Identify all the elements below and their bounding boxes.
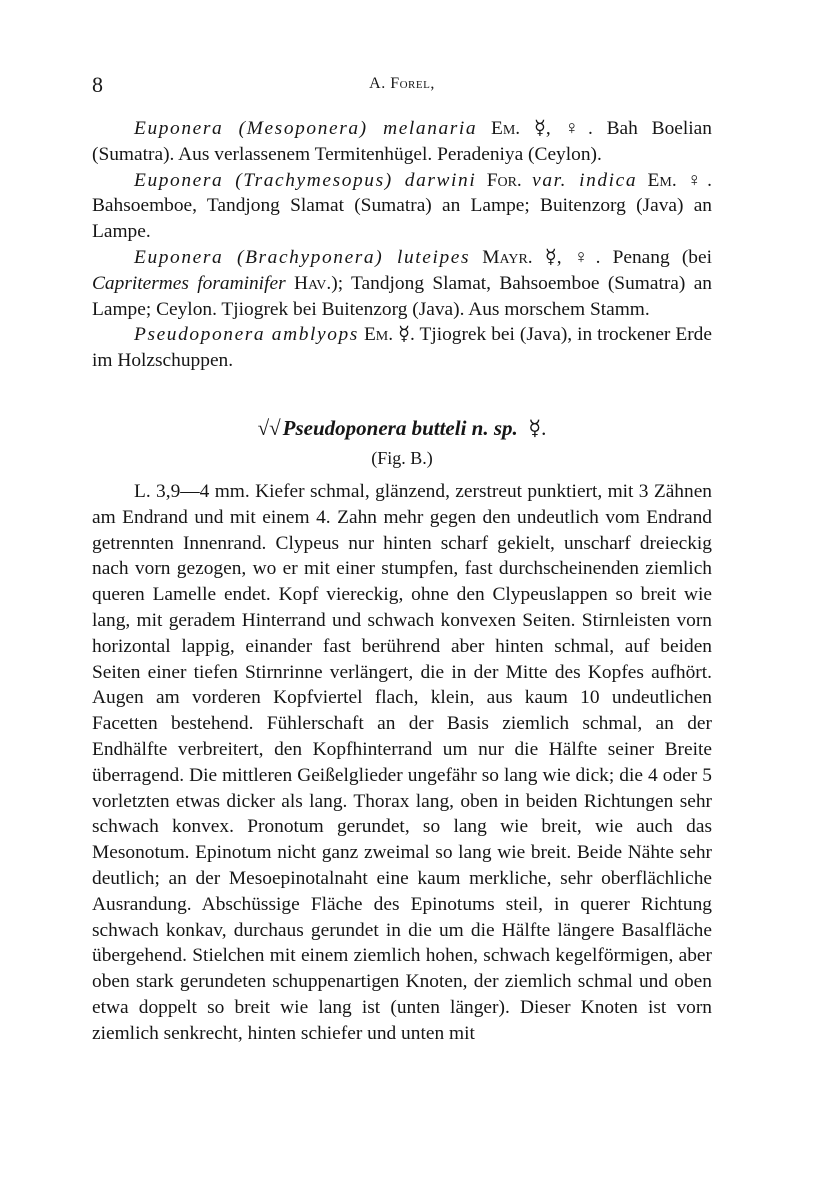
species-entry [92, 245, 712, 322]
species-name: Euponera (Brachyponera) luteipes [134, 246, 471, 268]
entry-text: Penang (bei [612, 246, 712, 268]
entry-text: Bahsoemboe, Tandjong Slamat (Sumatra) an Lampe; Buitenzorg (Java) an Lampe. [92, 195, 712, 243]
page-number: 8 [92, 72, 103, 97]
species-authority: Em. [491, 118, 521, 139]
species-entry [92, 322, 712, 374]
figure-reference: (Fig. B.) [371, 447, 433, 468]
caste-symbols: ☿, ♀. [533, 118, 593, 139]
species-name: Pseudoponera amblyops [134, 324, 359, 346]
species-entry [92, 116, 712, 168]
handwritten-check-mark: √√ [257, 415, 281, 440]
entry-text: Tjiogrek bei (Java), in trockener Erde im Holzschuppen. [92, 324, 712, 372]
entry-text: Bah Boelian (Sumatra). Aus verlassenem Termitenhügel. Peradeniya (Ceylon). [92, 118, 712, 165]
entry-text-continued: ); Tandjong Slamat, Bahsoemboe (Sumatra) an Lampe; Ceylon. Tjiogrek bei Buitenzorg (Java). Aus morschem Stamm. [92, 272, 712, 320]
new-species-heading [92, 414, 712, 442]
variety-authority: Em. [647, 169, 677, 191]
caste-symbols: ☿. [398, 324, 415, 346]
species-authority: Em. [363, 324, 394, 346]
host-authority: Hav. [293, 272, 332, 294]
species-name: Euponera (Trachymesopus) darwini [134, 169, 477, 191]
variety-name: var. indica [532, 169, 638, 191]
species-entry [92, 168, 712, 245]
caste-symbols: ♀. [687, 169, 712, 191]
species-authority: Mayr. [482, 246, 533, 268]
caste-symbols: ☿, ♀. [544, 246, 601, 268]
running-head: A. Forel, [369, 75, 435, 92]
host-species: Capritermes foraminifer [92, 272, 286, 294]
new-species-name: Pseudoponera butteli n. sp. [282, 415, 518, 440]
new-species-caste: ☿. [528, 415, 547, 440]
species-name: Euponera (Mesoponera) melanaria [134, 118, 478, 139]
page-header [92, 72, 712, 102]
species-description: L. 3,9—4 mm. Kiefer schmal, glänzend, zerstreut punktiert, mit 3 Zähnen am Endrand und mit einem 4. Zahn mehr gegen den undeutlich vom Endrand getrennten Innenrand. Clypeus nur hinten scharf gekielt, unscharf dreieckig nach vorn gezogen, wo er mit einer stumpfen, fast durchscheinenden ziemlich queren Lamelle endet. Kopf viereckig, ohne den Clypeuslappen so breit wie lang, mit geradem Hinterrand und schwach konvexen Seiten. Stirnleisten vorn horizontal lappig, einander fast berührend aber hinten schmal, auf beiden Seiten einer tiefen Stirnrinne verlängert, die in der Mitte des Kopfes aufhört. Augen am vorderen Kopfviertel flach, klein, aus kaum 10 undeutlichen Facetten bestehend. Fühlerschaft an der Basis ziemlich schmal, an der Endhälfte verbreitert, den Kopfhinterrand um nur die Hälfte seiner Breite überragend. Die mittleren Geißelglieder ungefähr so lang wie dick; die 4 oder 5 vorletzten etwas dicker als lang. Thorax lang, oben in beiden Richtungen sehr schwach konvex. Pronotum gerundet, so lang wie breit, wie auch das Mesonotum. Epinotum nicht ganz zweimal so lang wie breit. Beide Nähte sehr deutlich; an der Mesoepinotalnaht eine kaum merkliche, sehr oberflächliche Ausrandung. Abschüssige Fläche des Epinotums steil, in querer Richtung schwach konkav, durchaus gerundet in die um die Hälfte längere Basalfläche übergehend. Stielchen mit einem ziemlich hohen, schwach kegelförmigen, aber oben stark gerundeten schuppenartigen Knoten, der ziemlich schmal und oben etwa doppelt so breit wie lang ist (unten länger). Dieser Knoten ist vorn ziemlich senkrecht, hinten schiefer und unten mit [92, 480, 712, 1044]
species-authority: For. [486, 169, 522, 191]
page-body [92, 116, 712, 1047]
